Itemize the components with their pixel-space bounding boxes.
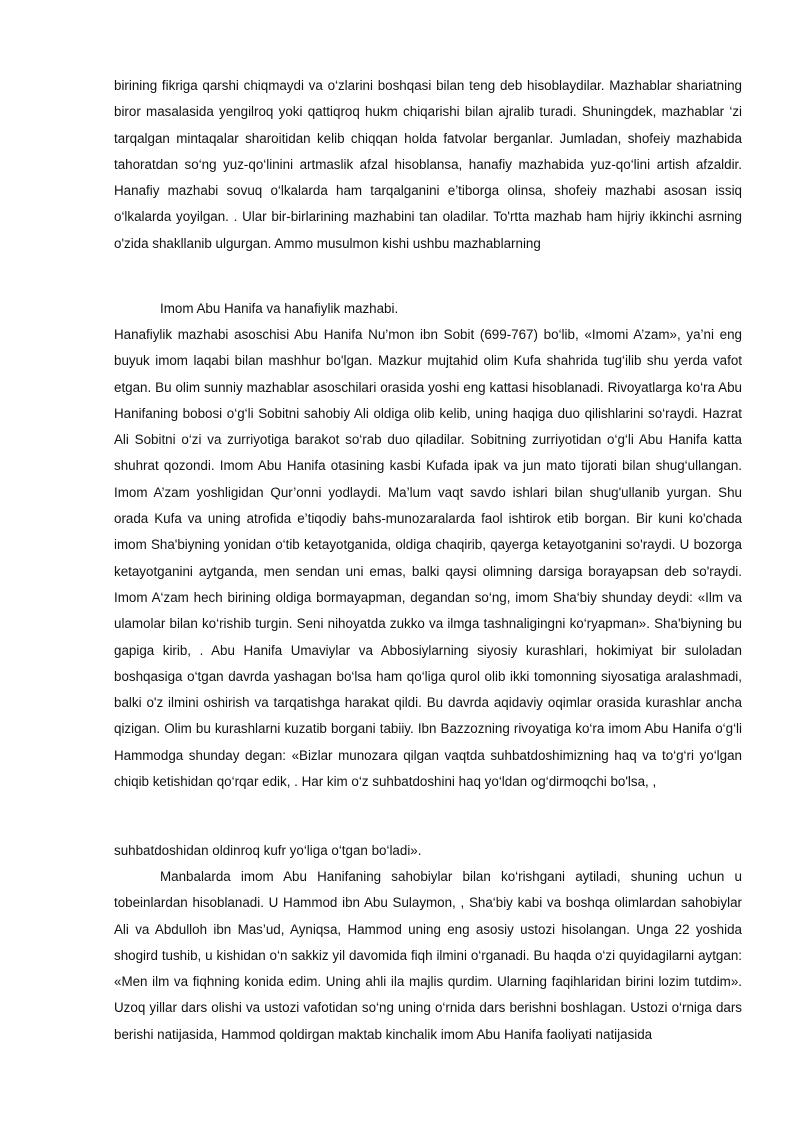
body-paragraph-3: suhbatdoshidan oldinroq kufr yo‘liga o‘tgan bo‘ladi». — [114, 843, 422, 858]
body-paragraph-4: Manbalarda imom Abu Hanifaning sahobiylar bilan ko‘rishgani aytiladi, shuning uchun u tobeinlardan hisoblanadi. U Hammod ibn Abu Sulaymon, , Sha‘biy kabi va boshqa olimlardan sahobiylar Ali va Abdulloh ibn Mas’ud, Ayniqsa, Hammod uning eng asosiy ustozi hisolangan. Unga 22 yoshida shogird tushib, u kishidan o‘n sakkiz yil davomida fiqh ilmini o‘rganadi. Bu haqda o‘zi quyidagilarni aytgan: «Men ilm va fiqhning konida edim. Uning ahli ila majlis qurdim. Ularning faqihlaridan birini lozim tutdim». Uzoq yillar dars olishi va ustozi vafotidan so‘ng uning o‘rnida dars berishni boshlagan. Ustozi o‘rniga dars berishi natijasida, Hammod qoldirgan maktab kinchalik imom Abu Hanifa faoliyati natijasida — [114, 869, 742, 1042]
section-heading: Imom Abu Hanifa va hanafiylik mazhabi. — [160, 301, 399, 316]
body-paragraph-1: birining fikriga qarshi chiqmaydi va o‘zlarini boshqasi bilan teng deb hisoblaydilar. Mazhablar shariatning biror masalasida yengilroq yoki qattiqroq hukm chiqarishi bilan ajralib turadi. Shuningdek, mazhablar ‘zi tarqalgan mintaqalar sharoitidan kelib chiqqan holda fatvolar berganlar. Jumladan, shofeiy mazhabida tahoratdan so‘ng yuz-qo‘linini artmaslik afzal hisoblansa, hanafiy mazhabida yuz-qo‘lini artish afzaldir. Hanafiy mazhabi sovuq o‘lkalarda ham tarqalganini e’tiborga olinsa, shofeiy mazhabi asosan issiq o‘lkalarda yoyilgan. . Ular bir-birlarining mazhabini tan oladilar. To'rtta mazhab ham hijriy ikkinchi asrning o'zida shakllanib ulgurgan. Ammo musulmon kishi ushbu mazhablarning — [114, 78, 742, 251]
body-paragraph-2: Hanafiylik mazhabi asoschisi Abu Hanifa Nu’mon ibn Sobit (699-767) bo‘lib, «Imomi A’zam», ya’ni eng buyuk imom laqabi bilan mashhur bo'lgan. Mazkur mujtahid olim Kufa shahrida tug‘ilib shu yerda vafot etgan. Bu olim sunniy mazhablar asoschilari orasida yoshi eng kattasi hisoblanadi. Rivoyatlarga ko‘ra Abu Hanifaning bobosi o‘g‘li Sobitni sahobiy Ali oldiga olib kelib, uning haqiga duo qilishlarini so‘raydi. Hazrat Ali Sobitni o‘zi va zurriyotiga barakot so‘rab duo qiladilar. Sobitning zurriyotidan o‘g‘li Abu Hanifa katta shuhrat qozondi. Imom Abu Hanifa otasining kasbi Kufada ipak va jun mato tijorati bilan shug‘ullangan. Imom A’zam yoshligidan Qur’onni yodlaydi. Ma’lum vaqt savdo ishlari bilan shug'ullanib yurgan. Shu orada Kufa va uning atrofida e’tiqodiy bahs-munozaralarda faol ishtirok etib borgan. Bir kuni ko'chada imom Sha'biyning yonidan o‘tib ketayotganida, oldiga chaqirib, qayerga ketayotganini so'raydi. U bozorga ketayotganini aytganda, men sendan uni emas, balki qaysi olimning darsiga borayapsan deb so'raydi. Imom A‘zam hech birining oldiga bormayapman, degandan so‘ng, imom Sha‘biy shunday deydi: «Ilm va ulamolar bilan ko‘rishib turgin. Seni nihoyatda zukko va ilmga tashnaligingni ko‘ryapman». Sha'biyning bu gapiga kirib, . Abu Hanifa Umaviylar va Abbosiylarning siyosiy kurashlari, hokimiyat bir suloladan boshqasiga o‘tgan davrda yashagan bo‘lsa ham qo‘liga qurol olib ikki tomonning siyosatiga aralashmadi, balki o'z ilmini oshirish va tarqatishga harakat qildi. Bu davrda aqidaviy oqimlar orasida kurashlar ancha qizigan. Olim bu kurashlarni kuzatib borgani tabiiy. Ibn Bazzozning rivoyatiga ko‘ra imom Abu Hanifa o‘g‘li Hammodga shunday degan: «Bizlar munozara qilgan vaqtda suhbatdoshimizning haq va to‘g‘ri yo‘lgan chiqib ketishidan qo‘rqar edik, . Har kim o‘z suhbatdoshini haq yo‘ldan og‘dirmoqchi bo'lsa, , — [114, 327, 742, 790]
